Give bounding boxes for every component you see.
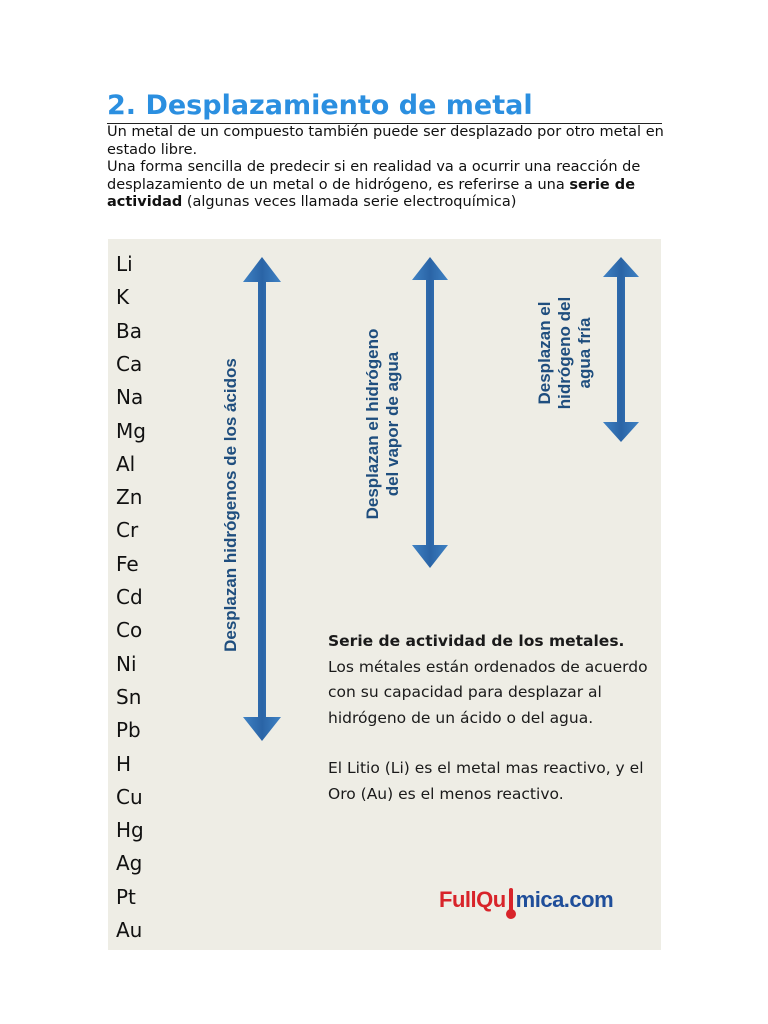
element-symbol: H <box>116 751 132 776</box>
element-symbol: Cu <box>116 784 143 809</box>
element-symbol: Cr <box>116 518 139 543</box>
element-symbol: Ba <box>116 318 142 343</box>
element-symbol: Mg <box>116 418 146 443</box>
element-symbol: Ca <box>116 351 143 376</box>
element-symbol: Pt <box>116 884 136 909</box>
element-symbol: Ag <box>116 851 143 876</box>
label-steam-line1: Desplazan el hidrógeno <box>363 328 382 520</box>
note-body-2: El Litio (Li) es el metal mas reactivo, y el Oro (Au) es el menos reactivo. <box>328 759 644 803</box>
thermometer-icon <box>506 888 516 910</box>
activity-note <box>328 629 658 807</box>
label-cold-line3: agua fría <box>575 317 594 389</box>
element-symbol: Na <box>116 385 144 410</box>
element-symbol: Hg <box>116 818 144 843</box>
logo-text-full: FullQu <box>439 887 506 912</box>
label-cold-line1: Desplazan el <box>535 301 554 405</box>
label-cold-water <box>535 283 599 423</box>
element-symbol: Fe <box>116 551 139 576</box>
paragraph-2 <box>107 159 667 212</box>
element-symbol: Sn <box>116 684 142 709</box>
element-symbol: Al <box>116 451 136 476</box>
element-symbol: Ni <box>116 651 137 676</box>
label-acids <box>221 325 245 685</box>
intro-text <box>107 124 667 212</box>
activity-series-figure <box>108 239 661 950</box>
label-cold-line2: hidrógeno del <box>555 296 574 410</box>
element-symbol: Zn <box>116 485 143 510</box>
page-heading: 2. Desplazamiento de metal <box>107 90 533 121</box>
paragraph-1: Un metal de un compuesto también puede ser desplazado por otro metal en estado libre. <box>107 124 664 158</box>
note-body: Los métales están ordenados de acuerdo con su capacidad para desplazar al hidrógeno de un ácido o del agua. <box>328 657 648 727</box>
arrow-steam <box>412 257 448 568</box>
paragraph-2-end: (algunas veces llamada serie electroquímica) <box>182 194 517 210</box>
paragraph-2-start: Una forma sencilla de predecir si en realidad va a ocurrir una reacción de desplazamiento de un metal o de hidrógeno, es referirse a una <box>107 159 641 193</box>
note-title: Serie de actividad de los metales. <box>328 632 625 650</box>
element-symbol: Cd <box>116 585 143 609</box>
element-symbol: K <box>116 285 130 310</box>
element-symbol: Li <box>116 252 133 276</box>
label-acids-text: Desplazan hidrógenos de los ácidos <box>221 358 240 652</box>
label-steam <box>363 299 407 549</box>
arrow-acids <box>243 257 281 741</box>
logo-text-rest: mica.com <box>515 887 614 912</box>
element-symbol: Pb <box>116 718 141 743</box>
arrow-cold-water <box>603 257 639 442</box>
label-steam-line2: del vapor de agua <box>383 351 402 497</box>
element-symbol: Co <box>116 618 143 643</box>
paragraph-2-bold: serie de actividad <box>107 176 636 210</box>
fullquimica-logo <box>439 887 613 913</box>
element-symbol: Au <box>116 918 143 942</box>
